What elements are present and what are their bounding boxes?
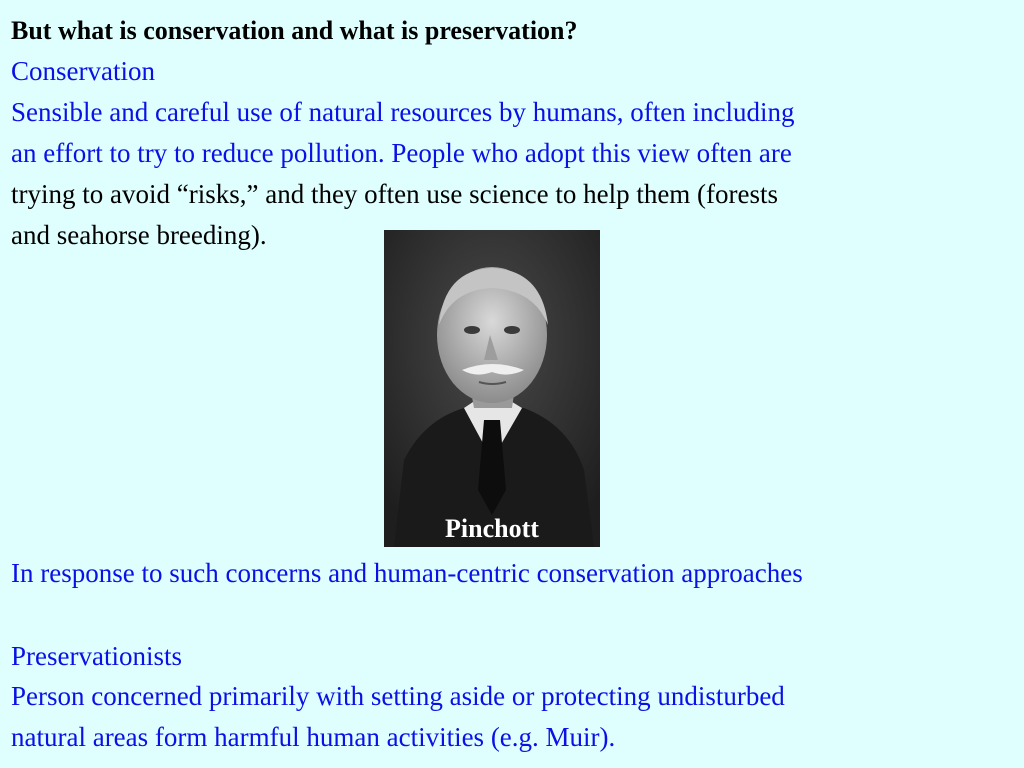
response-statement: In response to such concerns and human-centric conservation approaches xyxy=(11,558,803,588)
pinchot-portrait xyxy=(384,230,600,547)
preservation-definition-line-2: natural areas form harmful human activities (e.g. Muir). xyxy=(11,722,616,752)
conservation-heading: Conservation xyxy=(11,56,155,86)
conservation-definition-line-1: Sensible and careful use of natural resources by humans, often including xyxy=(11,97,795,127)
conservation-definition-line-2: an effort to try to reduce pollution. People who adopt this view often are xyxy=(11,138,792,168)
slide-title: But what is conservation and what is preservation? xyxy=(11,16,578,45)
portrait-caption: Pinchott xyxy=(445,514,539,543)
preservation-definition-line-1: Person concerned primarily with setting aside or protecting undisturbed xyxy=(11,681,785,711)
conservation-note-line-1: trying to avoid “risks,” and they often use science to help them (forests xyxy=(11,179,779,209)
portrait-image xyxy=(384,230,600,547)
preservationists-heading: Preservationists xyxy=(11,641,182,671)
conservation-note-line-2: and seahorse breeding). xyxy=(11,220,267,250)
